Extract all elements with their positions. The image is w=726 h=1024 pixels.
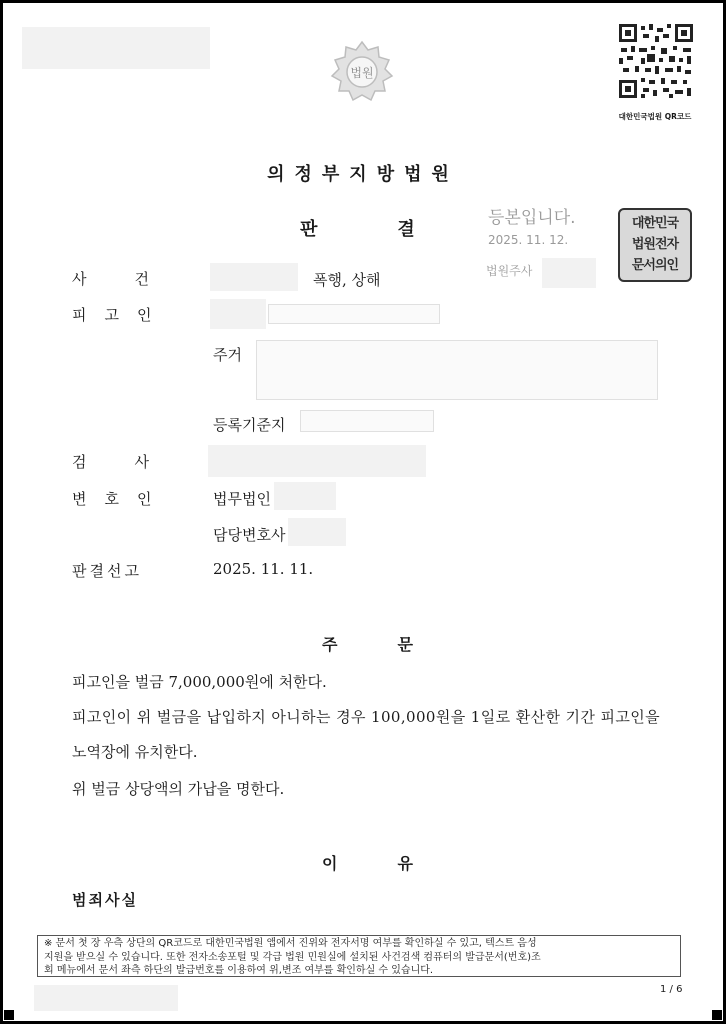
order-line: 노역장에 유치한다.: [72, 743, 198, 761]
redacted-case-number: [210, 263, 298, 291]
case-label: 사건: [72, 270, 197, 288]
redacted-header: [22, 27, 210, 69]
seal-line: 문서의인: [631, 258, 679, 273]
lawyer-label: 변호인: [72, 490, 170, 508]
redacted-defendant-id: [268, 304, 440, 324]
defendant-label: 피고인: [72, 306, 170, 324]
reasons-heading: 이유: [322, 854, 473, 873]
document-title: 판결: [300, 219, 495, 240]
notice-line: 지원을 받으실 수 있습니다. 또한 전자소송포털 및 각급 법원 민원실에 설치된 사건검색 컴퓨터의 발급문서(번호)조: [44, 951, 541, 963]
order-line: 피고인이 위 벌금을 납입하지 아니하는 경우 100,000원을 1일로 환산한 기간 피고인을: [72, 708, 661, 726]
redacted-address: [256, 340, 658, 400]
lawyer-firm: 법무법인: [213, 490, 271, 508]
redacted-registered-address: [300, 410, 434, 432]
redacted-law-firm: [274, 482, 336, 510]
seal-line: 대한민국: [631, 216, 679, 231]
copy-stamp-clerk: 법원주사: [486, 264, 533, 278]
notice-line: ※ 문서 첫 장 우측 상단의 QR코드로 대한민국법원 앱에서 진위와 전자서명 여부를 확인하실 수 있고, 텍스트 음성: [44, 938, 537, 949]
copy-stamp-date: 2025. 11. 12.: [488, 233, 569, 247]
crime-facts-heading: 범죄사실: [72, 891, 138, 909]
lawyer-in-charge: 담당변호사: [213, 526, 286, 544]
page-number: 1 / 6: [660, 984, 683, 995]
registered-address-label: 등록기준지: [213, 416, 286, 434]
case-value: 폭행, 상해: [313, 271, 381, 289]
redacted-lawyer-name: [288, 518, 346, 546]
sentence-date-label: 판결선고: [72, 562, 142, 580]
sentence-date-value: 2025. 11. 11.: [213, 560, 314, 578]
court-emblem-icon: [328, 38, 396, 106]
court-seal-icon: [618, 208, 692, 282]
emblem-text: 법원: [350, 66, 374, 80]
order-line: 위 벌금 상당액의 가납을 명한다.: [72, 780, 285, 798]
seal-line: 법원전자: [631, 237, 679, 252]
verification-notice: [37, 935, 681, 977]
qr-caption: 대한민국법원 QR코드: [618, 112, 692, 121]
address-label: 주거: [213, 346, 242, 364]
order-line: 피고인을 벌금 7,000,000원에 처한다.: [72, 673, 327, 691]
corner-mark: [4, 1010, 14, 1020]
corner-mark: [712, 1010, 722, 1020]
notice-line: 회 메뉴에서 문서 좌측 하단의 발급번호를 이용하여 위,변조 여부를 확인하실 수 있습니다.: [44, 965, 434, 976]
redacted-defendant: [210, 299, 266, 329]
order-heading: 주문: [322, 635, 473, 654]
qr-code-icon: [617, 22, 695, 100]
court-name: 의정부지방법원: [267, 164, 459, 185]
redacted-prosecutor: [208, 445, 426, 477]
redacted-issue-number: [34, 985, 178, 1011]
prosecutor-label: 검사: [72, 453, 197, 471]
redacted-clerk: [542, 258, 596, 288]
copy-stamp-text: 등본입니다.: [488, 208, 576, 228]
